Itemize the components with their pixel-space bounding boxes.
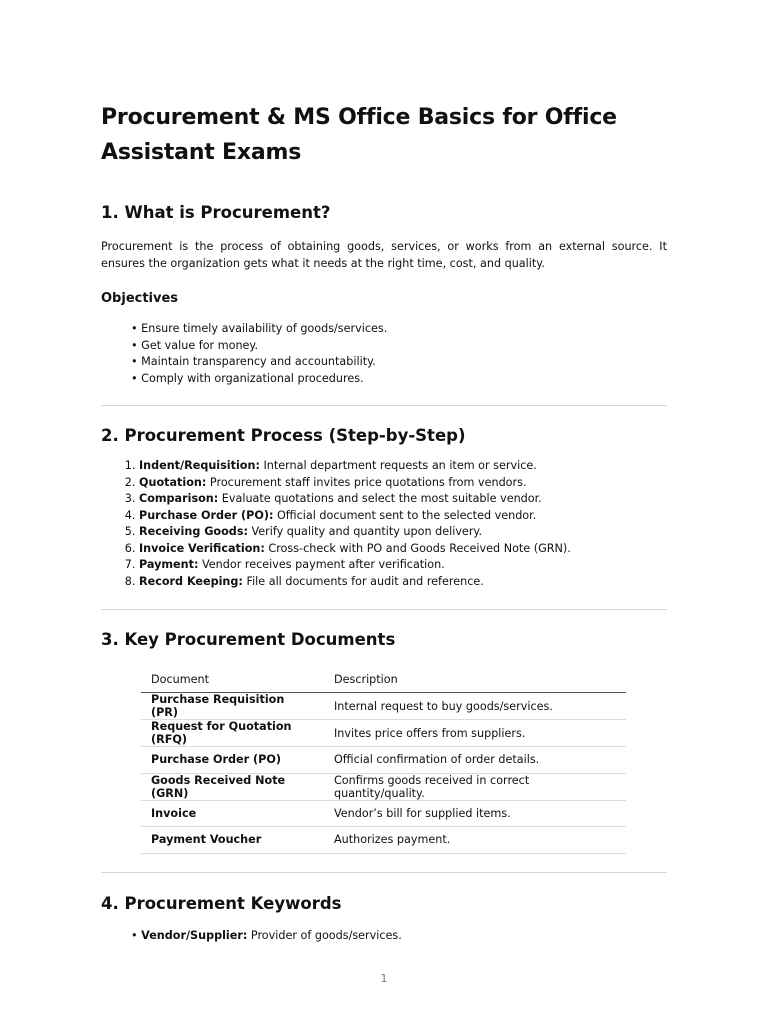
table-row	[141, 827, 626, 854]
list-item	[139, 524, 667, 541]
list-item	[139, 557, 667, 574]
step-text: Verify quality and quantity upon delivery.	[247, 525, 482, 538]
section-heading-what-is-procurement: 1. What is Procurement?	[101, 203, 331, 222]
process-steps-list	[101, 458, 667, 590]
description-cell: Confirms goods received in correct quantity/quality.	[324, 773, 626, 800]
column-header-document: Document	[141, 666, 324, 693]
document-name-cell: Request for Quotation (RFQ)	[141, 720, 324, 747]
table-row	[141, 747, 626, 774]
step-term: Receiving Goods:	[139, 525, 248, 538]
list-item	[139, 508, 667, 525]
step-text: Official document sent to the selected vendor.	[273, 508, 537, 522]
keyword-term: Vendor/Supplier:	[141, 928, 248, 942]
step-text: Procurement staff invites price quotations from vendors.	[206, 475, 527, 489]
list-item	[139, 491, 667, 508]
document-title: Procurement & MS Office Basics for Office Assistant Exams	[101, 105, 617, 165]
list-item	[131, 928, 667, 945]
document-name-cell: Purchase Order (PO)	[141, 747, 324, 774]
column-header-description: Description	[324, 666, 626, 693]
document-name-cell: Invoice	[141, 800, 324, 827]
objectives-heading: Objectives	[101, 291, 179, 306]
description-cell: Internal request to buy goods/services.	[324, 693, 626, 720]
description-cell: Authorizes payment.	[324, 827, 626, 854]
document-name-cell: Goods Received Note (GRN)	[141, 773, 324, 800]
step-term: Invoice Verification:	[139, 541, 265, 555]
step-text: Evaluate quotations and select the most suitable vendor.	[218, 492, 542, 505]
step-term: Quotation:	[139, 475, 207, 489]
procurement-definition: Procurement is the process of obtaining goods, services, or works from an external source. It ensures the organization gets what it needs at the right time, cost, and quality.	[101, 240, 667, 270]
document-page	[101, 100, 667, 944]
step-text: File all documents for audit and reference.	[242, 574, 484, 588]
list-item: • Get value for money.	[131, 338, 667, 355]
table-header-row	[141, 666, 626, 693]
keywords-list	[101, 928, 667, 945]
page-number: 1	[380, 972, 388, 985]
objectives-list	[101, 321, 667, 387]
list-item: • Ensure timely availability of goods/services.	[131, 321, 667, 338]
step-text: Vendor receives payment after verification.	[198, 558, 445, 571]
step-term: Comparison:	[139, 492, 219, 505]
section-heading-key-documents: 3. Key Procurement Documents	[101, 630, 396, 649]
keyword-text: Provider of goods/services.	[247, 928, 402, 942]
documents-table	[141, 666, 626, 854]
description-cell: Vendor’s bill for supplied items.	[324, 800, 626, 827]
step-term: Payment:	[139, 558, 199, 571]
step-text: Internal department requests an item or service.	[259, 459, 537, 472]
list-item	[139, 574, 667, 591]
step-term: Indent/Requisition:	[139, 459, 260, 472]
table-row	[141, 800, 626, 827]
description-cell: Invites price offers from suppliers.	[324, 720, 626, 747]
document-name-cell: Payment Voucher	[141, 827, 324, 854]
list-item	[139, 458, 667, 475]
list-item: • Maintain transparency and accountability.	[131, 354, 667, 371]
list-item	[139, 475, 667, 492]
section-heading-keywords: 4. Procurement Keywords	[101, 893, 342, 913]
table-row	[141, 773, 626, 800]
section-heading-procurement-process: 2. Procurement Process (Step-by-Step)	[101, 426, 466, 445]
step-text: Cross-check with PO and Goods Received Note (GRN).	[264, 541, 571, 555]
table-row	[141, 693, 626, 720]
description-cell: Official confirmation of order details.	[324, 747, 626, 774]
step-term: Record Keeping:	[139, 574, 243, 588]
table-row	[141, 720, 626, 747]
step-term: Purchase Order (PO):	[139, 508, 274, 522]
list-item	[139, 541, 667, 558]
list-item: • Comply with organizational procedures.	[131, 371, 667, 388]
document-name-cell: Purchase Requisition (PR)	[141, 693, 324, 720]
